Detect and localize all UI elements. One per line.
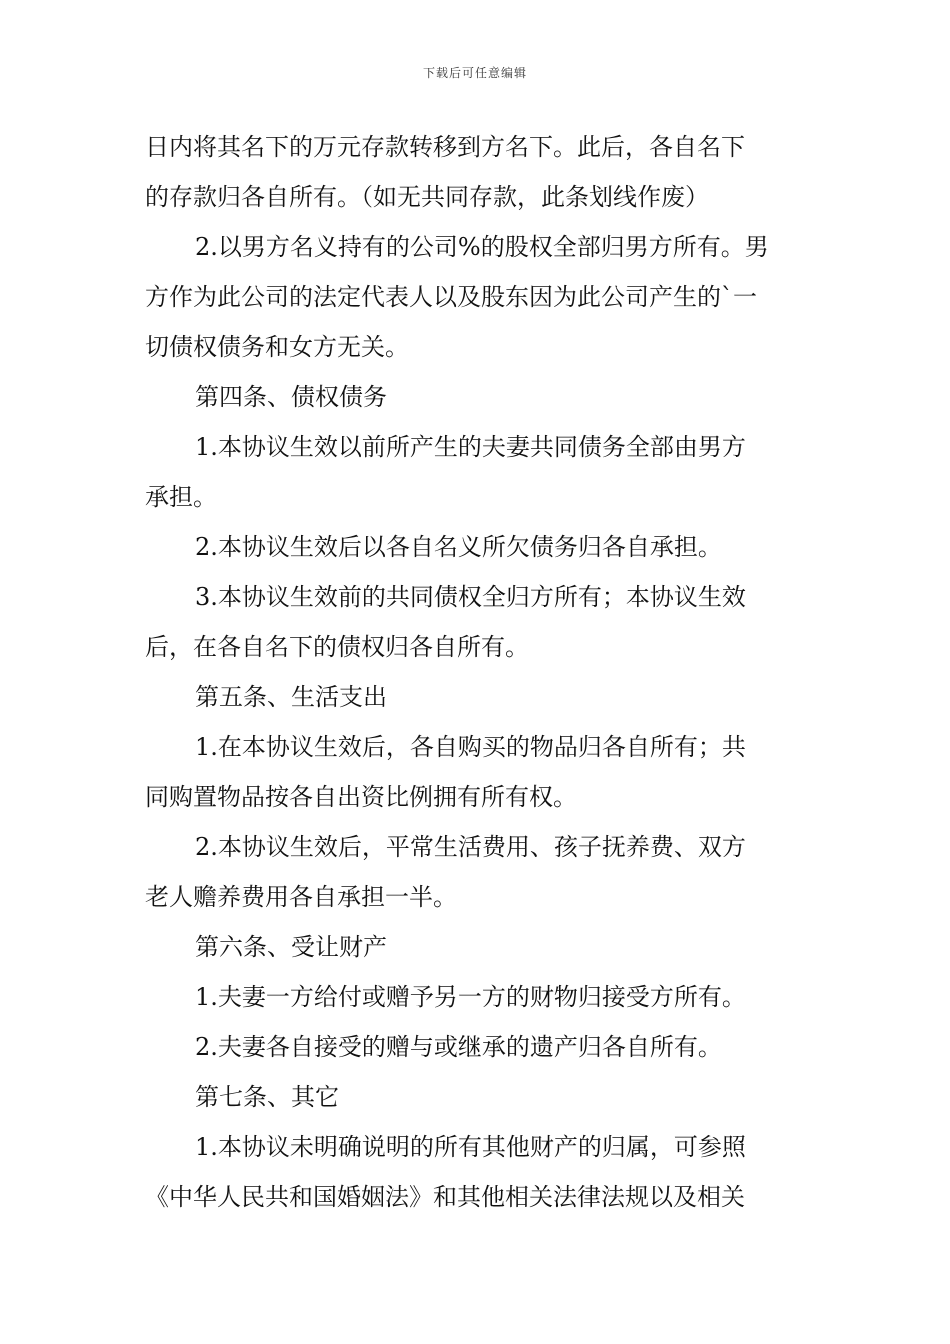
text-line: 方作为此公司的法定代表人以及股东因为此公司产生的`一 (145, 283, 757, 311)
text-line: 后，在各自名下的债权归各自所有。 (145, 633, 529, 661)
text-line: 1.本协议未明确说明的所有其他财产的归属，可参照 (195, 1133, 746, 1161)
text-line: 切债权债务和女方无关。 (145, 333, 409, 361)
text-line: 同购置物品按各自出资比例拥有所有权。 (145, 783, 577, 811)
section-heading: 第五条、生活支出 (195, 683, 387, 711)
text-line: 《中华人民共和国婚姻法》和其他相关法律法规以及相关 (145, 1183, 745, 1211)
text-line: 2.本协议生效后，平常生活费用、孩子抚养费、双方 (195, 833, 746, 861)
document-body (145, 122, 809, 1222)
text-line: 承担。 (145, 483, 217, 511)
text-line: 2.本协议生效后以各自名义所欠债务归各自承担。 (195, 533, 722, 561)
page-header: 下载后可任意编辑 (422, 66, 527, 80)
text-line: 老人赡养费用各自承担一半。 (145, 883, 457, 911)
section-heading: 第四条、债权债务 (195, 383, 387, 411)
text-line: 的存款归各自所有。（如无共同存款，此条划线作废） (145, 183, 709, 211)
text-line: 3.本协议生效前的共同债权全归方所有；本协议生效 (195, 583, 746, 611)
text-line: 1.本协议生效以前所产生的夫妻共同债务全部由男方 (195, 433, 746, 461)
text-line: 2.以男方名义持有的公司%的股权全部归男方所有。男 (195, 233, 769, 261)
text-line: 1.夫妻一方给付或赠予另一方的财物归接受方所有。 (195, 983, 746, 1011)
text-line: 日内将其名下的万元存款转移到方名下。此后，各自名下 (145, 133, 745, 161)
section-heading: 第六条、受让财产 (195, 933, 387, 961)
text-line: 2.夫妻各自接受的赠与或继承的遗产归各自所有。 (195, 1033, 722, 1061)
text-line: 1.在本协议生效后，各自购买的物品归各自所有；共 (195, 733, 746, 761)
section-heading: 第七条、其它 (195, 1083, 339, 1111)
